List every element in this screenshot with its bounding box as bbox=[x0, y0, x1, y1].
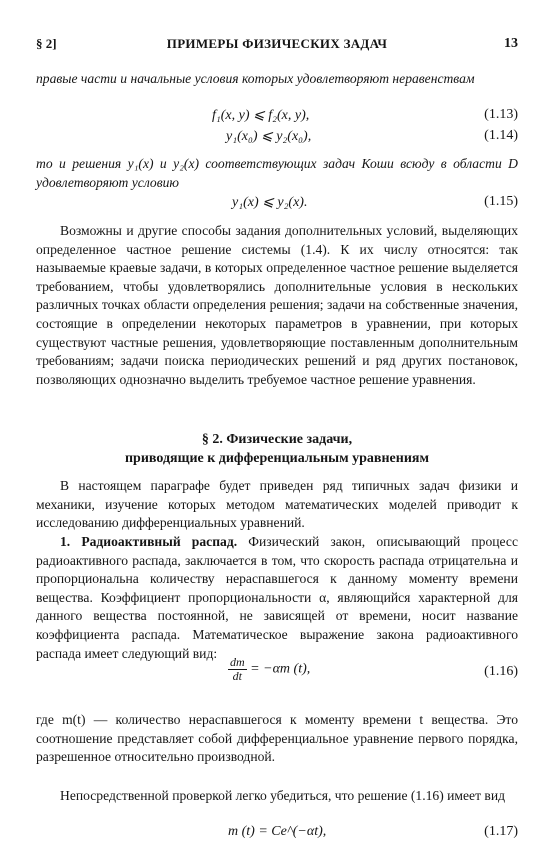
equation-1-13-number: (1.13) bbox=[484, 107, 518, 122]
equation-1-13-formula: f₁(x, y) ⩽ f₂(x, y), bbox=[212, 108, 310, 123]
equation-1-17-number: (1.17) bbox=[484, 824, 518, 839]
equation-1-16 bbox=[36, 655, 518, 690]
page-number: 13 bbox=[504, 36, 518, 51]
paragraph-other-methods: Возможны и другие способы задания дополнительных условий, выделяющих определенное частное решение системы (1.4). К их числу относятся: так называемые краевые задачи, в которых определенное частное решение выделяется требованием, чтобы удовлетворялись дополнительные условия в нескольких различных точках области определения решения; задачи на собственные значения, состоящие в определении некоторых параметров в уравнении, при которых существуют частные решения, удовлетворяющие поставленным дополнительным требованиям; задачи поиска периодических решений и ряд других постановок, позволяющих однозначно выделить требуемое частное решение уравнения. bbox=[36, 223, 518, 387]
equation-1-15-formula: y₁(x) ⩽ y₂(x). bbox=[232, 195, 308, 210]
equation-1-13 bbox=[36, 107, 518, 127]
header-title: ПРИМЕРЫ ФИЗИЧЕСКИХ ЗАДАЧ bbox=[166, 36, 388, 51]
subsection-title: 1. Радиоактивный распад. bbox=[60, 534, 238, 549]
paragraph-radioactive-decay bbox=[36, 533, 518, 663]
section-heading bbox=[36, 430, 518, 468]
equation-1-15-number: (1.15) bbox=[484, 194, 518, 209]
equation-1-14-formula: y₁(x₀) ⩽ y₂(x₀), bbox=[226, 129, 312, 144]
mid-italic-text: то и решения y₁(x) и y₂(x) соответствующих задач Коши всюду в области D удовлетворяют условию bbox=[36, 156, 518, 190]
equation-1-14-number: (1.14) bbox=[484, 128, 518, 143]
equation-1-16-number: (1.16) bbox=[484, 664, 518, 679]
paragraph-intro: В настоящем параграфе будет приведен ряд типичных задач физики и механики, изучение которых методом математических моделей приводит к исследованию дифференциальных уравнений. bbox=[36, 478, 518, 531]
equation-1-15 bbox=[36, 194, 518, 214]
paragraph-where: где m(t) — количество нераспавшегося к моменту времени t вещества. Это соотношение представляет собой дифференциальное уравнение первого порядка, разрешенное относительно производной. bbox=[36, 712, 518, 765]
fraction-denominator: dt bbox=[232, 669, 242, 683]
equation-1-17 bbox=[36, 824, 518, 844]
equation-1-16-formula bbox=[228, 656, 310, 683]
running-header bbox=[36, 36, 518, 56]
equation-1-16-rhs: = −αm (t), bbox=[250, 661, 311, 677]
header-section-ref: § 2] bbox=[36, 36, 57, 51]
section-heading-line-1: § 2. Физические задачи, bbox=[201, 432, 353, 447]
derivative-fraction bbox=[228, 656, 247, 683]
paragraph-check: Непосредственной проверкой легко убедиться, что решение (1.16) имеет вид bbox=[60, 788, 506, 803]
equation-1-14 bbox=[36, 128, 518, 148]
fraction-numerator: dm bbox=[230, 655, 245, 669]
equation-1-17-formula: m (t) = Ce^(−αt), bbox=[228, 824, 327, 839]
paragraph-decay-text: Физический закон, описывающий процесс радиоактивного распада, заключается в том, что скорость распада отрицательна и пропорциональна количеству нераспавшегося к данному моменту времени вещества. Коэффициент пропорциональности α, являющийся характерной для данного вещества постоянной, не зависящей от времени, носит название коэффициента распада. Математическое выражение закона радиоактивного распада имеет следующий вид: bbox=[36, 534, 518, 661]
section-heading-line-2: приводящие к дифференциальным уравнениям bbox=[124, 451, 430, 466]
intro-italic-text: правые части и начальные условия которых удовлетворяют неравенствам bbox=[36, 71, 475, 86]
